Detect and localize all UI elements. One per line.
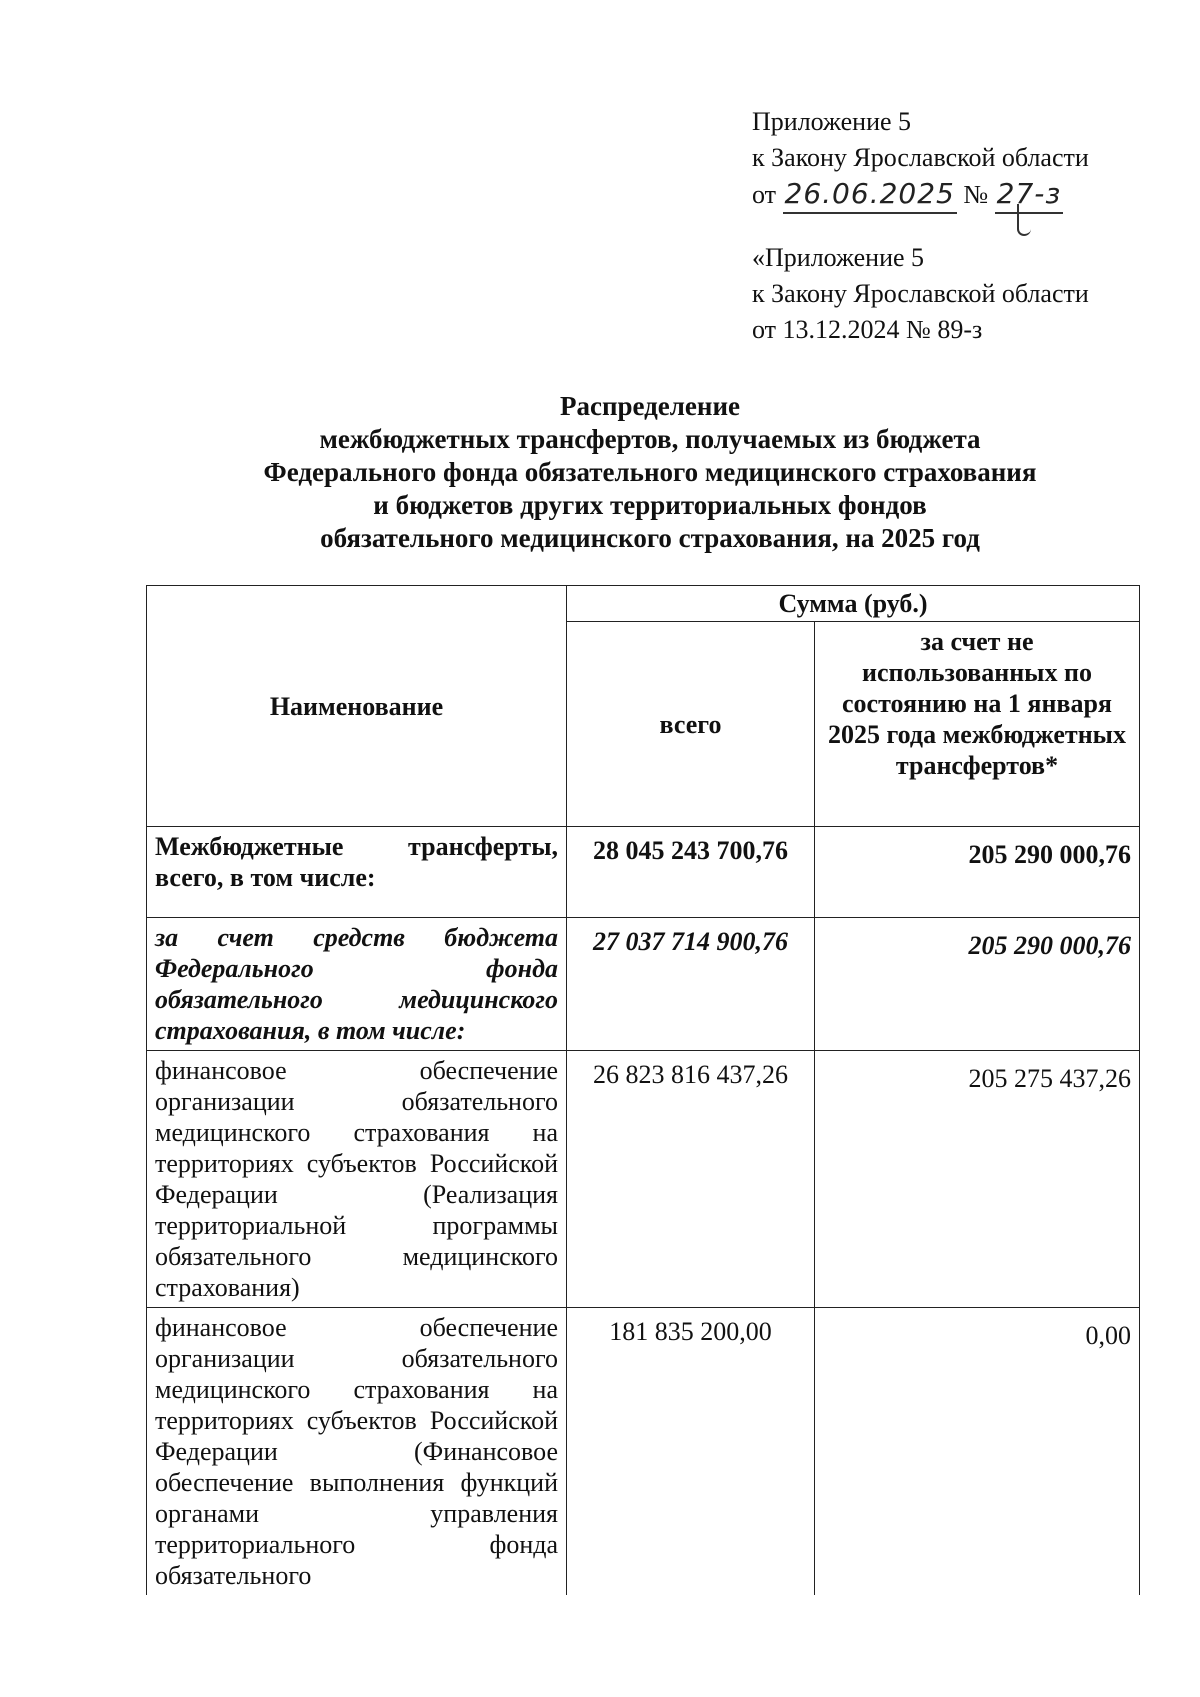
law-reference: к Закону Ярославской области xyxy=(752,143,1089,172)
header-unused: за счет не использованных по состоянию на 1 января 2025 года межбюджетных трансфертов* xyxy=(815,622,1140,827)
title-line: и бюджетов других территориальных фондов xyxy=(373,490,927,520)
row-unused: 205 275 437,26 xyxy=(815,1051,1140,1308)
row-unused: 205 290 000,76 xyxy=(815,918,1140,1051)
row-name: Межбюджетные трансферты, всего, в том числе: xyxy=(147,827,567,918)
row-unused: 205 290 000,76 xyxy=(815,827,1140,918)
appendix-header-current xyxy=(752,104,1089,214)
header-name: Наименование xyxy=(147,586,567,827)
table-header-row xyxy=(147,586,1140,622)
header-sum: Сумма (руб.) xyxy=(567,586,1140,622)
row-total: 28 045 243 700,76 xyxy=(567,827,815,918)
row-total: 27 037 714 900,76 xyxy=(567,918,815,1051)
row-total: 26 823 816 437,26 xyxy=(567,1051,815,1308)
row-unused: 0,00 xyxy=(815,1308,1140,1596)
row-name: финансовое обеспечение организации обязательного медицинского страхования на территориях субъектов Российской Федерации (Реализация территориальной программы обязательного медицинского страхования) xyxy=(147,1051,567,1308)
transfers-table xyxy=(146,585,1139,1595)
table-row xyxy=(147,1308,1140,1596)
header-total: всего xyxy=(567,622,815,827)
appendix-label-quoted: «Приложение 5 xyxy=(752,243,925,272)
title-line: Распределение xyxy=(559,391,741,421)
law-date-line: от 13.12.2024 № 89-з xyxy=(752,315,983,344)
row-total: 181 835 200,00 xyxy=(567,1308,815,1596)
law-date-line xyxy=(752,176,1089,214)
title-line: межбюджетных трансфертов, получаемых из бюджета xyxy=(319,424,981,454)
handwriting-stroke xyxy=(1017,204,1031,236)
table-row xyxy=(147,918,1140,1051)
number-sign: № xyxy=(963,180,989,209)
table-row xyxy=(147,1051,1140,1308)
title-line: Федерального фонда обязательного медицинского страхования xyxy=(263,457,1037,487)
handwritten-date: 26.06.2025 xyxy=(783,176,957,214)
handwritten-number: 27-з xyxy=(995,176,1064,214)
appendix-header-previous xyxy=(752,240,1089,348)
appendix-label: Приложение 5 xyxy=(752,107,912,136)
law-reference: к Закону Ярославской области xyxy=(752,279,1089,308)
row-name: финансовое обеспечение организации обязательного медицинского страхования на территориях субъектов Российской Федерации (Финансовое обеспечение выполнения функций органами управления территориального фонда обязательного xyxy=(147,1308,567,1596)
document-title xyxy=(150,390,1150,555)
table-row xyxy=(147,827,1140,918)
title-line: обязательного медицинского страхования, на 2025 год xyxy=(320,523,980,553)
from-prefix: от xyxy=(752,180,777,209)
row-name: за счет средств бюджета Федерального фонда обязательного медицинского страхования, в том числе: xyxy=(147,918,567,1051)
